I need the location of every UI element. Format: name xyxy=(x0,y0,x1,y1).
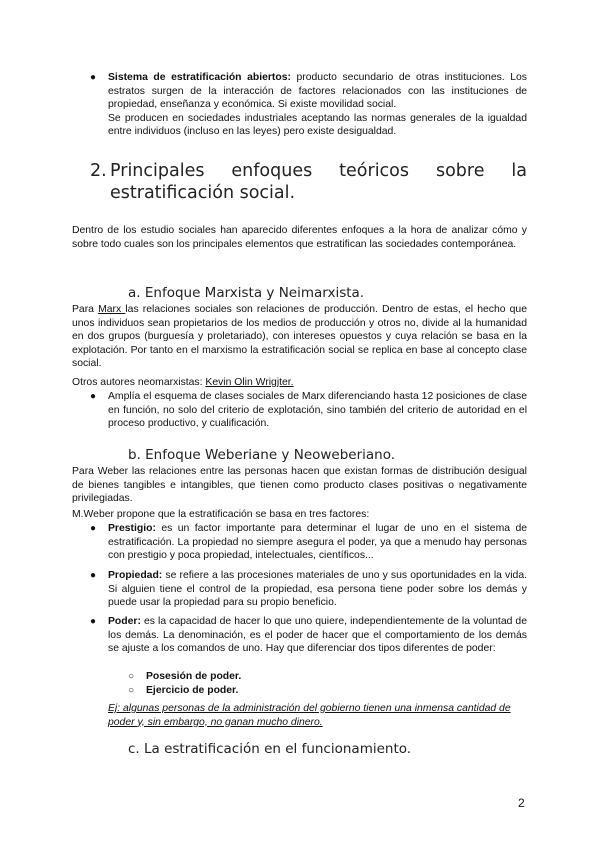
property-bullet xyxy=(108,569,527,610)
subsection-b-heading: b. Enfoque Weberiane y Neoweberiano. xyxy=(128,447,396,463)
marx-link[interactable]: Marx xyxy=(98,304,126,315)
power-possession-item: Posesión de poder. xyxy=(146,671,242,682)
bullet-marker: ● xyxy=(90,570,97,581)
neomarxist-line xyxy=(72,376,527,390)
open-stratification-bullet xyxy=(108,71,527,139)
weber-factors-intro: M.Weber propone que la estratificación se basa en tres factores: xyxy=(72,509,370,520)
prestige-bullet xyxy=(108,522,527,563)
bullet-text: es un factor importante para determinar el lugar de uno en el sistema de estratificación. La propiedad no siempre asegura el poder, ya que a menudo hay personas con prestigio y poca propiedad, intelectuales, científicos... xyxy=(108,523,527,562)
page-number: 2 xyxy=(518,796,525,810)
section-number: 2. xyxy=(90,161,107,181)
subsection-c-heading: c. La estratificación en el funcionamiento. xyxy=(128,741,412,757)
bullet-bold-term: Prestigio: xyxy=(108,523,156,534)
bullet-marker: ● xyxy=(90,616,97,627)
bullet-marker: ● xyxy=(90,72,97,83)
weber-paragraph: Para Weber las relaciones entre las personas hacen que existan formas de distribución desigual de bienes tangibles e intangibles, que tienen como producto clases positivas o negativamente privilegiadas. xyxy=(72,466,527,505)
power-exercise-item: Ejercicio de poder. xyxy=(146,685,239,696)
section-title-line2: estratificación social. xyxy=(110,183,296,203)
neomarxist-pre: Otros autores neomarxistas: xyxy=(72,377,206,388)
bullet-marker: ● xyxy=(90,391,97,402)
section-intro: Dentro de los estudio sociales han aparecido diferentes enfoques a la hora de analizar cómo y sobre todo cuales son los principales elementos que estratifican las sociedades contemporánea. xyxy=(72,225,527,250)
bullet-text-2: Se producen en sociedades industriales aceptando las normas generales de la igualdad entre individuos (incluso en las leyes) pero existe desigualdad. xyxy=(108,112,527,138)
subsection-a-heading: a. Enfoque Marxista y Neimarxista. xyxy=(128,285,365,301)
bullet-bold-term: Propiedad: xyxy=(108,570,163,581)
wright-bullet: Amplía el esquema de clases sociales de Marx diferenciando hasta 12 posiciones de clase en función, no solo del criterio de explotación, sino también del criterio de autoridad en el proceso productivo, y cualificación. xyxy=(108,391,527,430)
bullet-text: se refiere a las procesiones materiales de uno y sus oportunidades en la vida. Si alguien tiene el control de la propiedad, esa persona tiene poder sobre los demás y puede usar la propiedad para su propio beneficio. xyxy=(108,570,527,609)
circle-marker: ○ xyxy=(128,671,135,682)
bullet-bold-term: Poder: xyxy=(108,616,141,627)
example-note: Ej: algunas personas de la administración del gobierno tienen una inmensa cantidad de poder y, sin embargo, no ganan mucho dinero. xyxy=(108,703,511,728)
power-bullet xyxy=(108,615,527,656)
section-title-line1: Principales enfoques teóricos sobre la xyxy=(110,161,527,181)
bullet-text: es la capacidad de hacer lo que uno quiere, independientemente de la voluntad de los demás. La denominación, es el poder de hacer que el comportamiento de los demás se ajuste a los comandos de uno. Hay que diferenciar dos tipos diferentes de poder: xyxy=(108,616,527,655)
wright-link[interactable]: Kevin Olin Wrigjter. xyxy=(205,377,294,388)
marx-paragraph xyxy=(72,303,527,371)
bullet-marker: ● xyxy=(90,523,97,534)
marx-pre: Para xyxy=(72,304,99,315)
marx-post: las relaciones sociales son relaciones de producción. Dentro de estas, el hecho que unos individuos sean propietarios de los medios de producción y otros no, divide al la humanidad en dos grupos (burguesía y proletariado), con intereses opuestos y cuya relación se basa en la explotación. Por tanto en el marxismo la estratificación social se replica en base al concepto clase social. xyxy=(72,304,527,370)
circle-marker: ○ xyxy=(128,685,135,696)
bullet-text: producto secundario de otras instituciones. Los estratos surgen de la interacción de factores relacionados con las instituciones de propiedad, enseñanza y económica. Si existe movilidad social. xyxy=(108,72,527,111)
bullet-bold-term: Sistema de estratificación abiertos: xyxy=(108,72,291,83)
